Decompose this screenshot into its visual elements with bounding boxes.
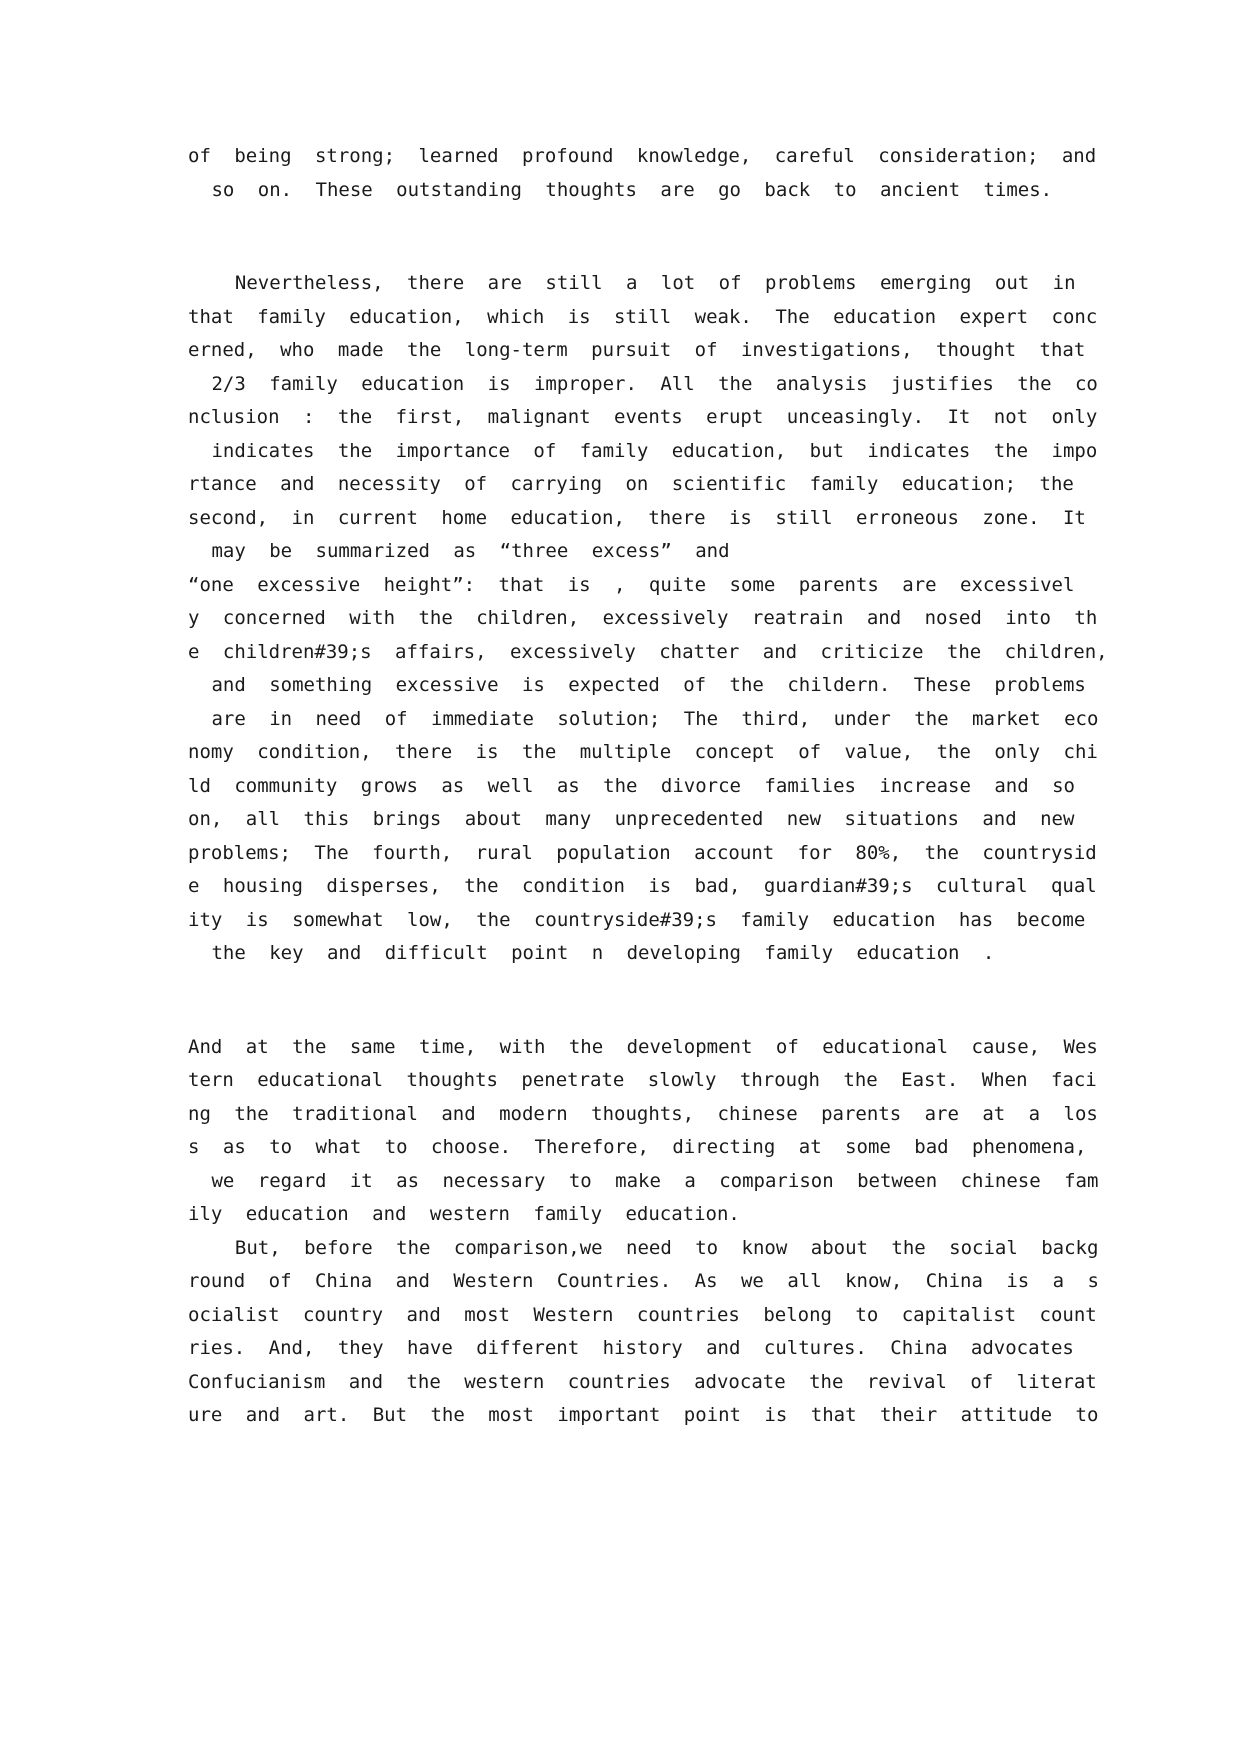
text-line: y concerned with the children, excessively reatrain and nosed into th [188,607,1098,629]
text-line: ocialist country and most Western countries belong to capitalist count [188,1304,1097,1326]
text-line: and something excessive is expected of the childern. These problems [188,674,1086,696]
text-line: And at the same time, with the development of educational cause, Wes [188,1036,1098,1058]
text-line: “one excessive height”: that is , quite some parents are excessivel [188,574,1075,596]
text-line: 2/3 family education is improper. All the analysis justifies the co [188,373,1098,395]
text-line: rtance and necessity of carrying on scientific family education; the [188,473,1074,495]
text-line: ity is somewhat low, the countryside#39;s family education has become [188,909,1086,931]
text-line: are in need of immediate solution; The third, under the market eco [188,708,1099,730]
text-line: problems; The fourth, rural population account for 80%, the countrysid [188,842,1097,864]
text-line: ld community grows as well as the divorce families increase and so [188,775,1075,797]
text-line: ng the traditional and modern thoughts, chinese parents are at a los [188,1103,1098,1125]
text-line: second, in current home education, there is still erroneous zone. It [188,507,1086,529]
text-line: so on. These outstanding thoughts are go back to ancient times. [188,179,1053,201]
text-line: indicates the importance of family education, but indicates the impo [188,440,1098,462]
text-line: e children#39;s affairs, excessively chatter and criticize the children, [188,641,1108,663]
text-line: Nevertheless, there are still a lot of problems emerging out in [188,272,1076,294]
text-line: But, before the comparison,we need to know about the social backg [188,1237,1099,1259]
text-line: tern educational thoughts penetrate slowly through the East. When faci [188,1069,1097,1091]
text-line: ily education and western family education. [188,1203,740,1225]
text-line: may be summarized as “three excess” and [188,540,730,562]
text-line: erned, who made the long-term pursuit of investigations, thought that [188,339,1086,361]
text-line: the key and difficult point n developing family education . [188,942,995,964]
text-line: of being strong; learned profound knowledge, careful consideration; and [188,145,1097,167]
text-line: nclusion : the first, malignant events erupt unceasingly. It not only [188,406,1098,428]
text-line: s as to what to choose. Therefore, directing at some bad phenomena, [188,1136,1087,1158]
text-line: on, all this brings about many unprecedented new situations and new [188,808,1075,830]
text-line: round of China and Western Countries. As we all know, China is a s [188,1270,1099,1292]
text-line: we regard it as necessary to make a comparison between chinese fam [188,1170,1099,1192]
text-line: Confucianism and the western countries advocate the revival of literat [188,1371,1097,1393]
text-line: e housing disperses, the condition is bad, guardian#39;s cultural qual [188,875,1097,897]
text-line: that family education, which is still weak. The education expert conc [188,306,1098,328]
text-line: ries. And, they have different history and cultures. China advocates [188,1337,1074,1359]
text-line: nomy condition, there is the multiple concept of value, the only chi [188,741,1098,763]
text-line: ure and art. But the most important point is that their attitude to [188,1404,1099,1426]
